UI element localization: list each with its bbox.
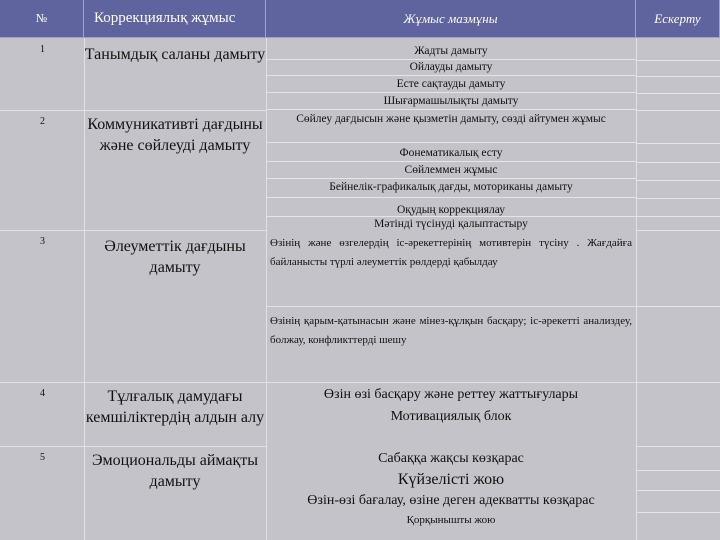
header-number: № [0, 0, 84, 38]
row-name: Әлеуметтік дағдыны дамыту [104, 238, 246, 276]
header-note: Ескерту [636, 0, 720, 38]
content-item: Қорқынышты жою [406, 514, 496, 526]
row-number: 4 [40, 388, 45, 399]
note-rule [636, 470, 720, 471]
content-item: Есте сақтауды дамыту [266, 77, 636, 93]
row-name: Коммуникативті дағдыны және сөйлеуді дамыту [87, 116, 263, 154]
column-divider [636, 38, 637, 540]
content-item: Фонематикалық есту [266, 146, 636, 162]
note-rule [636, 110, 720, 111]
content-item: Ойлауды дамыту [266, 60, 636, 76]
note-rule [636, 76, 720, 77]
content-item: Бейнелік-графикалық дағды, моториканы дамыту [266, 180, 636, 198]
note-rule [636, 216, 720, 217]
content-item: Сабаққа жақсы көзқарас [378, 451, 524, 466]
row-name: Танымдық саланы дамыту [84, 46, 266, 63]
content-item: Шығармашылықты дамыту [266, 94, 636, 110]
note-rule [636, 446, 720, 447]
content-item: Өзінің қарым-қатынасын және мінез-құлқын басқару; іс-әрекетті анализдеу, болжау, конфликттерді шешу [270, 315, 632, 346]
row-name: Эмоциональды аймақты дамыту [91, 452, 259, 490]
note-rule [636, 162, 720, 163]
row-number: 3 [40, 236, 45, 247]
row-separator [0, 382, 266, 383]
note-rule [636, 180, 720, 181]
content-item: Мәтінді түсінуді қалыптастыру [374, 218, 528, 230]
header-correction-work: Коррекциялық жұмыс [84, 0, 266, 38]
row-separator [0, 446, 266, 447]
note-rule [636, 60, 720, 61]
content-item: Жадты дамыту [266, 44, 636, 60]
content-item: Сөйлеу дағдысын және қызметін дамыту, сөзді айтумен жұмыс [266, 112, 636, 143]
content-item: Өзінің және өзгелердің іс-әрекеттерінің мотивтерін түсіну . Жағдайға байланысты түрлі әлеуметтік рөлдерді қабылдау [270, 237, 632, 268]
row-number: 5 [40, 452, 45, 463]
row-separator [0, 230, 266, 231]
row-number: 1 [40, 44, 45, 55]
note-rule [636, 230, 720, 231]
content-item: Оқудың коррекциялау [266, 203, 636, 217]
note-rule [636, 198, 720, 199]
note-rule [636, 512, 720, 513]
note-rule [636, 490, 720, 491]
note-rule [636, 93, 720, 94]
content-item: Сөйлеммен жұмыс [266, 163, 636, 179]
note-rule [636, 143, 720, 144]
row-name: Тұлғалық дамудағы кемшіліктердің алдын алу [85, 388, 265, 426]
content-item: Күйзелісті жою [397, 471, 505, 488]
content-separator [266, 306, 636, 307]
content-item: Мотивациялық блок [390, 409, 512, 424]
note-rule [636, 306, 720, 307]
content-item: Өзін өзі басқару және реттеу жаттығулары [323, 387, 579, 402]
row-number: 2 [40, 116, 45, 127]
content-item: Өзін-өзі бағалау, өзіне деген адекватты көзқарас [307, 493, 595, 508]
row-separator [0, 110, 266, 111]
note-rule [636, 382, 720, 383]
content-separator [266, 382, 636, 383]
header-work-content: Жұмыс мазмұны [266, 0, 636, 38]
